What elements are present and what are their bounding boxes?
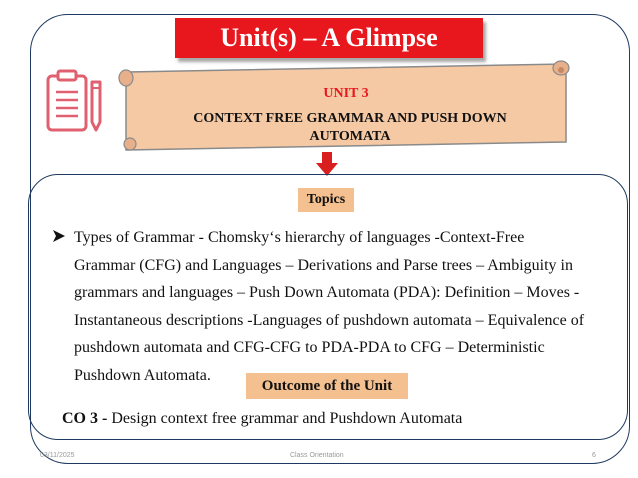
down-arrow-icon [316, 152, 338, 176]
unit-number: UNIT 3 [323, 86, 369, 101]
course-outcome-label: CO 3 - [62, 410, 108, 427]
topics-list [74, 224, 604, 389]
bullet-arrow-icon [52, 229, 66, 243]
footer-date: 03/11/2025 [40, 452, 75, 459]
footer-title: Class Orientation [290, 452, 344, 459]
unit-title-line: AUTOMATA [309, 129, 391, 144]
topics-line: Instantaneous descriptions -Languages of pushdown automata – Equivalence of [74, 311, 585, 329]
topics-line: Grammar (CFG) and Languages – Derivations and Parse trees – Ambiguity in [74, 256, 573, 274]
topics-line: grammars and languages – Push Down Automata (PDA): Definition – Moves - [74, 284, 580, 301]
footer-page-number: 6 [592, 452, 596, 459]
course-outcome [62, 410, 462, 428]
course-outcome-text: Design context free grammar and Pushdown Automata [107, 410, 463, 427]
outcome-label: Outcome of the Unit [246, 373, 408, 399]
unit-title [150, 110, 550, 146]
slide-title: Unit(s) – A Glimpse [175, 18, 483, 58]
topics-label: Topics [298, 188, 354, 212]
notepad-pencil-icon [44, 68, 106, 134]
unit-title-line: CONTEXT FREE GRAMMAR AND PUSH DOWN [193, 111, 507, 126]
topics-line: Types of Grammar - Chomsky‘s hierarchy of languages -Context-Free [74, 229, 525, 246]
topics-line: Pushdown Automata. [74, 366, 211, 384]
topics-line: pushdown automata and CFG-CFG to PDA-PDA to CFG – Deterministic [74, 339, 545, 356]
